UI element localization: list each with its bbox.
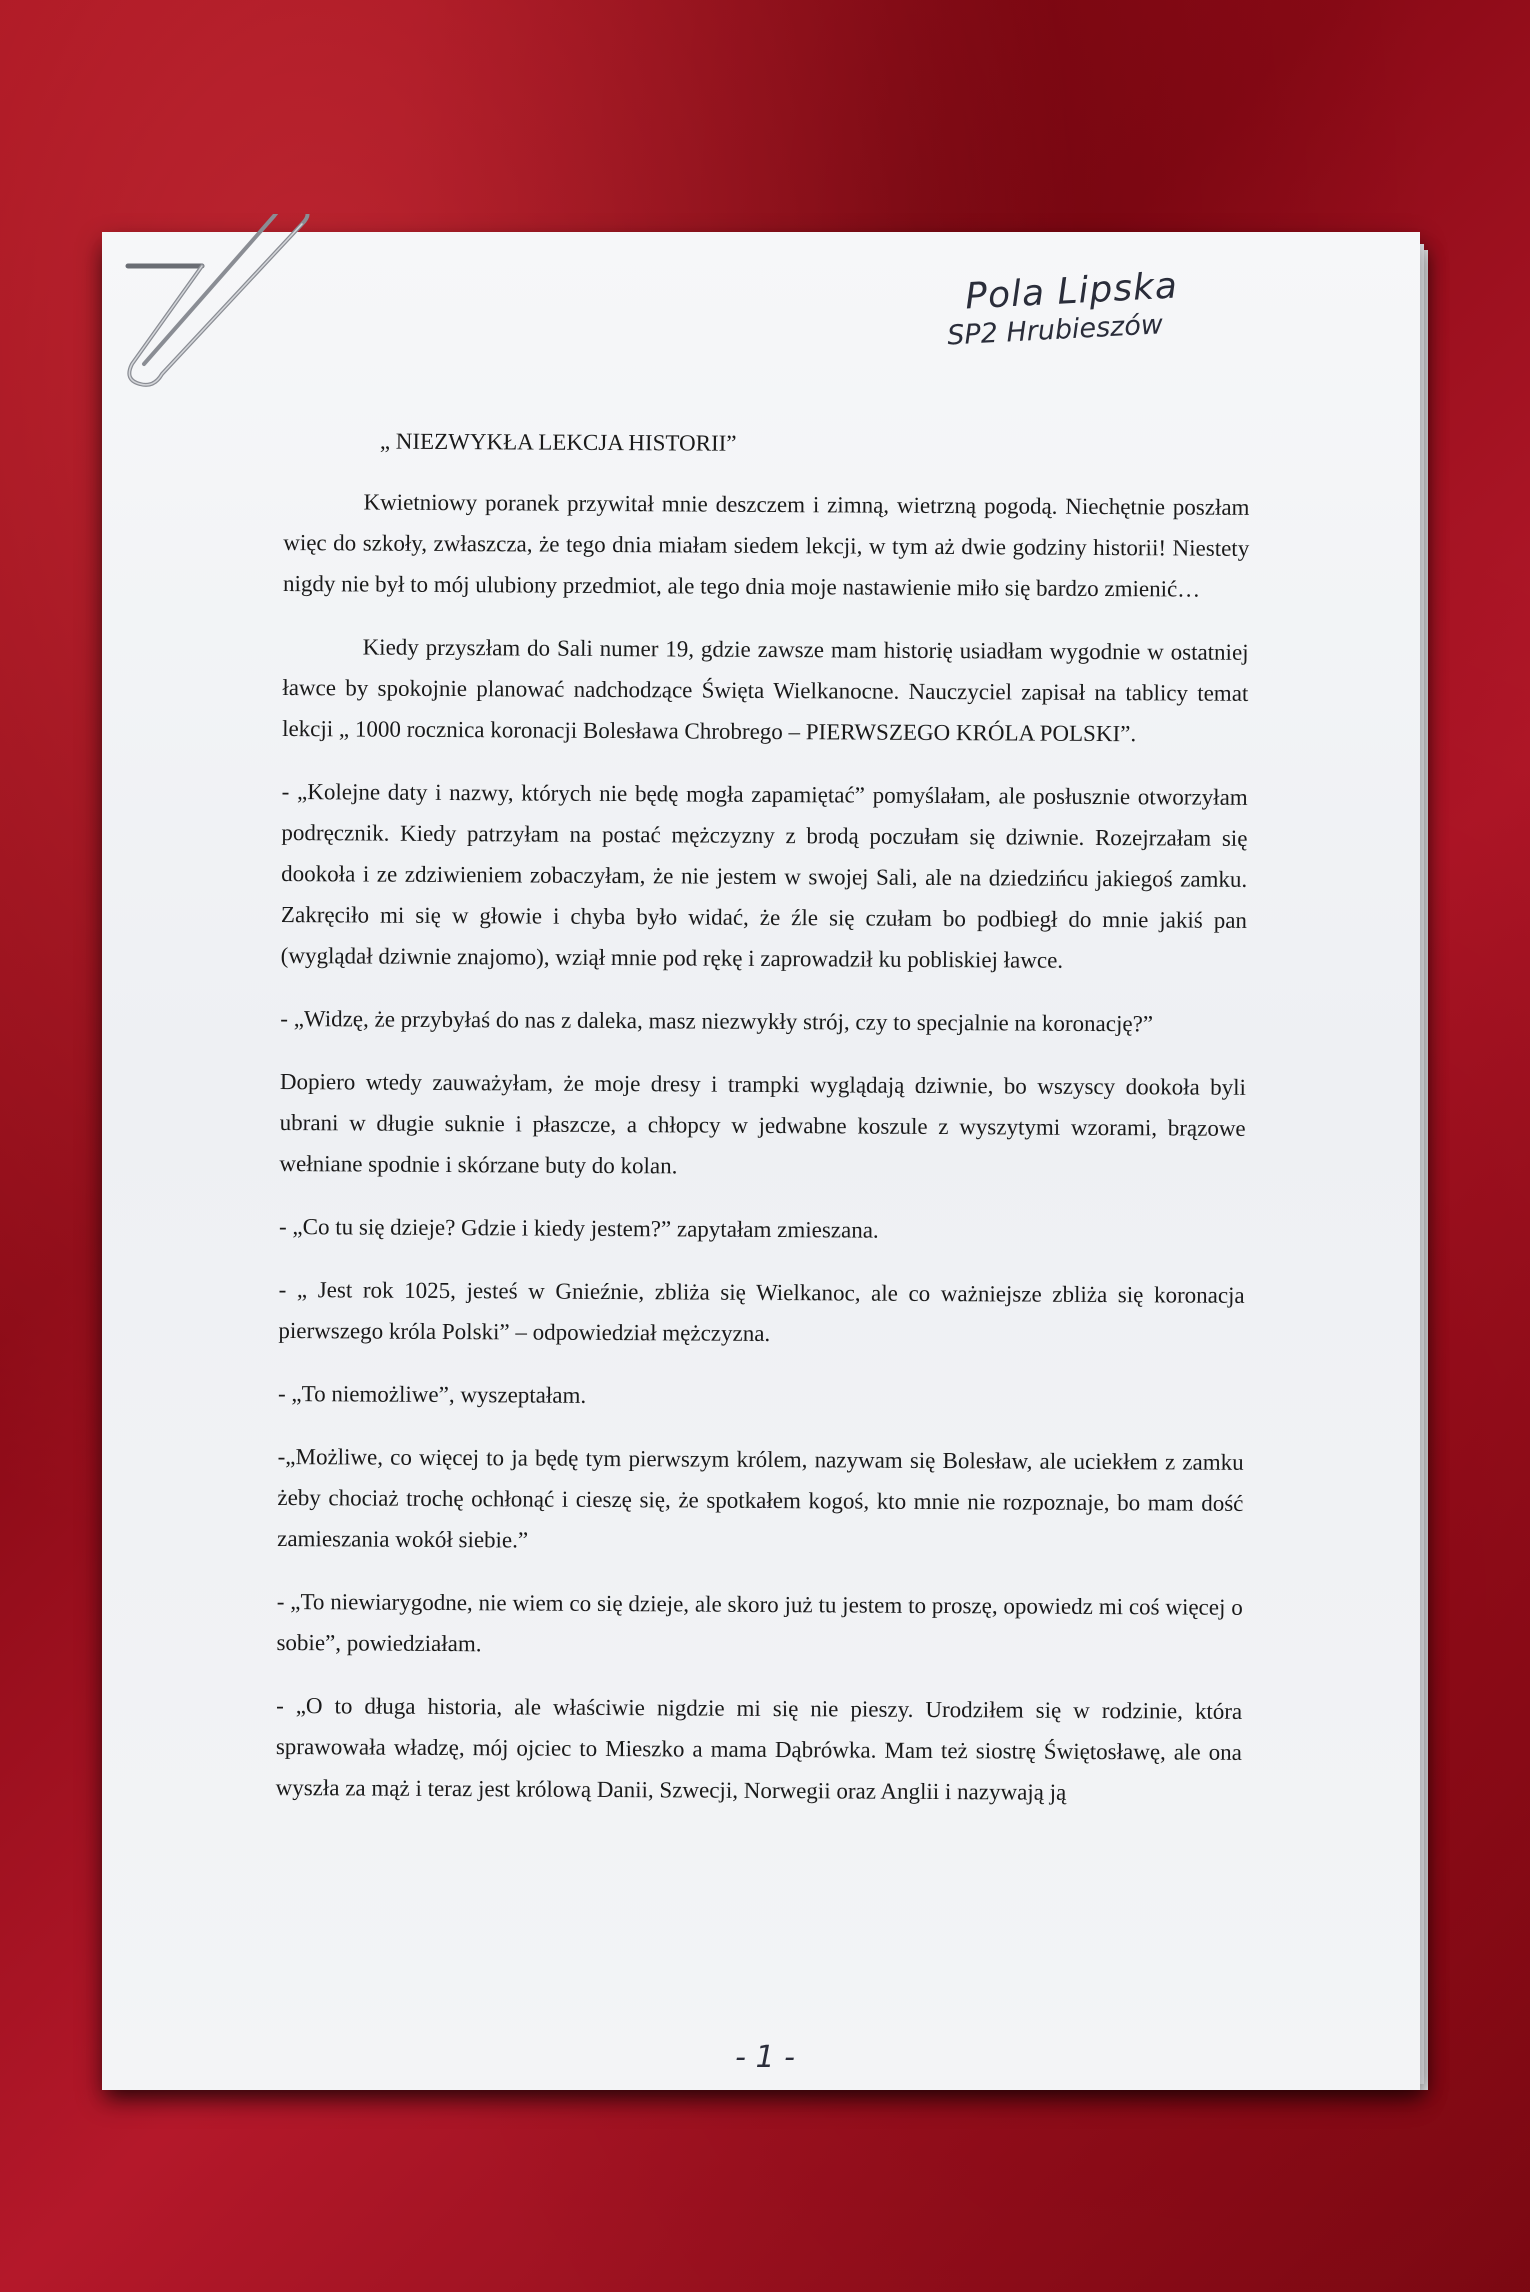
signature-school: SP2 Hrubieszów: [946, 309, 1164, 352]
paragraph: - „To niemożliwe”, wyszeptałam.: [277, 1380, 587, 1408]
paragraph: Dopiero wtedy zauważyłam, że moje dresy i trampki wyglądają dziwnie, bo wszyscy dookoła byli ubrani w długie suknie i płaszcze, a chłopcy w jedwabne koszule z wyszytymi wzorami, brązowe wełniane spodnie i skórzane buty do kolan.: [279, 1068, 1247, 1179]
paragraph: -„Możliwe, co więcej to ja będę tym pierwszym królem, nazywam się Bolesław, ale uciekłem z zamku żeby chociaż trochę ochłonąć i cieszę się, że spotkałem kogoś, kto mnie nie rozpoznaje, bo mam dość zamieszania wokół siebie.”: [277, 1443, 1244, 1553]
paragraph: - „Co tu się dzieje? Gdzie i kiedy jestem?” zapytałam zmieszana.: [278, 1213, 879, 1243]
paragraph: Kwietniowy poranek przywitał mnie deszczem i zimną, wietrzną pogodą. Niechętnie poszłam więc do szkoły, zwłaszcza, że tego dnia miałam siedem lekcji, w tym aż dwie godziny historii! Niestety nigdy nie był to mój ulubiony przedmiot, ale tego dnia moje nastawienie miło się bardzo zmienić…: [282, 489, 1250, 602]
paragraph: Kiedy przyszłam do Sali numer 19, gdzie zawsze mam historię usiadłam wygodnie w ostatniej ławce by spokojnie planować nadchodzące Święta Wielkanocne. Nauczyciel zapisał na tablicy temat lekcji „ 1000 rocznica koronacji Bolesława Chrobrego – PIERWSZEGO KRÓLA POLSKI”.: [282, 634, 1249, 747]
document-body: [275, 420, 1250, 1836]
paragraph: - „ Jest rok 1025, jesteś w Gnieźnie, zbliża się Wielkanoc, ale co ważniejsze zbliża się koronacja pierwszego króla Polski” – odpowiedział mężczyzna.: [278, 1276, 1245, 1346]
paragraph: - „Kolejne daty i nazwy, których nie będę mogła zapamiętać” pomyślałam, ale posłusznie otworzyłam podręcznik. Kiedy patrzyłam na postać mężczyzny z brodą poczułam się dziwnie. Rozejrzałam się dookoła i ze zdziwieniem zobaczyłam, że nie jestem w swojej Sali, ale na dziedzińcu jakiegoś zamku. Zakręciło mi się w głowie i chyba było widać, że źle się czułam bo podbiegł do mnie jakiś pan (wyglądał dziwnie znajomo), wziął mnie pod rękę i zaprowadził ku pobliskiej ławce.: [280, 778, 1248, 973]
paragraph: - „Widzę, że przybyłaś do nas z daleka, masz niezwykły strój, czy to specjalnie na koronację?”: [280, 1005, 1154, 1037]
paperclip-icon: [124, 214, 324, 394]
handwritten-signature: [944, 262, 1237, 351]
page-number: - 1 -: [735, 2040, 795, 2075]
signature-name: Pola Lipska: [964, 265, 1179, 318]
paragraph: - „O to długa historia, ale właściwie nigdzie mi się nie pieszy. Urodziłem się w rodzinie, która sprawowała władzę, mój ojciec to Mieszko a mama Dąbrówka. Mam też siostrę Świętosławę, ale ona wyszła za mąż i teraz jest królową Danii, Szwecji, Norwegii oraz Anglii i nazywają ją: [275, 1692, 1243, 1805]
paragraph: - „To niewiarygodne, nie wiem co się dzieje, ale skoro już tu jestem to proszę, opowiedz mi coś więcej o sobie”, powiedziałam.: [276, 1588, 1243, 1657]
document-title: „ NIEZWYKŁA LEKCJA HISTORII”: [379, 428, 737, 456]
